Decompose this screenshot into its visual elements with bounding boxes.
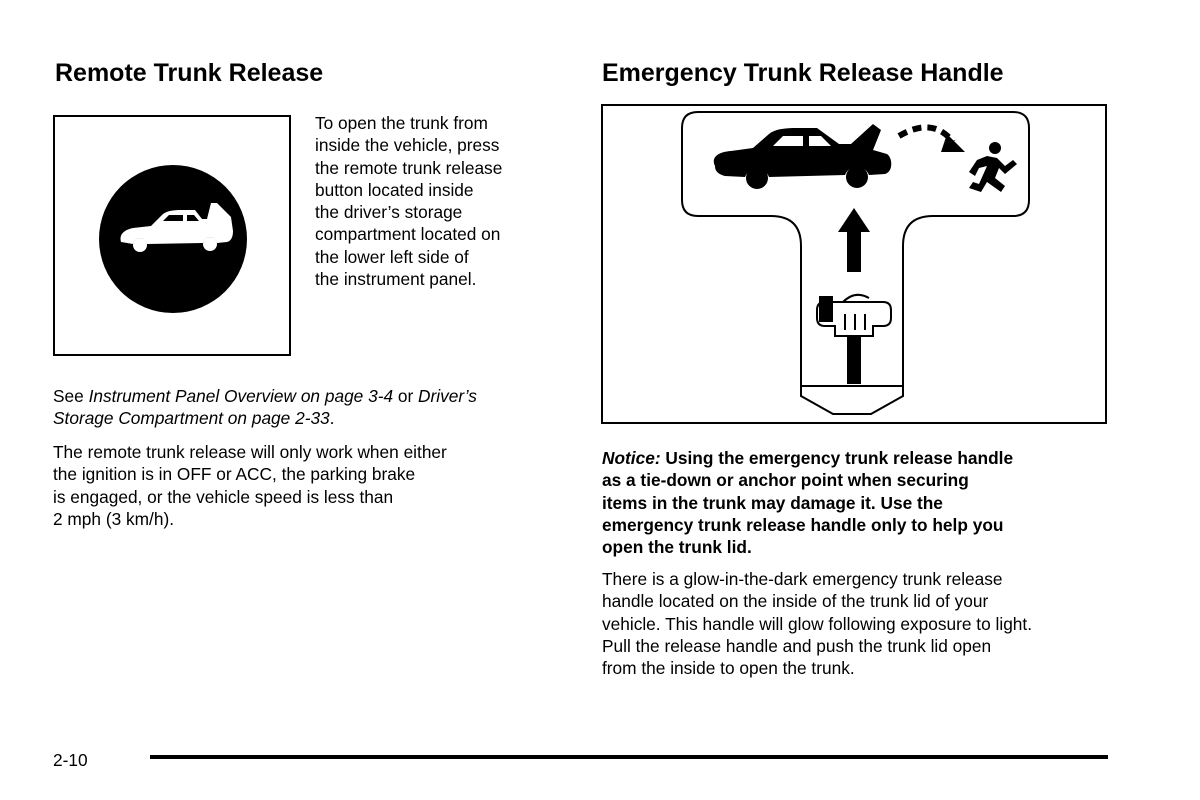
text-line: button located inside [315, 179, 474, 200]
emergency-handle-illustration [601, 104, 1107, 424]
text-line: as a tie-down or anchor point when securing [602, 470, 969, 491]
see-prefix: See [53, 386, 89, 406]
text-line: emergency trunk release handle only to help you [602, 514, 1004, 535]
text-line: vehicle. This handle will glow following exposure to light. [602, 613, 1033, 634]
text-line: the remote trunk release [315, 157, 503, 178]
text-line: from the inside to open the trunk. [602, 658, 855, 679]
text-line [53, 407, 477, 429]
notice-paragraph [602, 447, 1013, 558]
text-line: There is a glow-in-the-dark emergency trunk release [602, 569, 1003, 589]
footer-rule [150, 755, 1108, 759]
text-line: items in the trunk may damage it. Use the [602, 492, 943, 513]
text-line: the lower left side of [315, 246, 469, 267]
section-heading-emergency-trunk-release: Emergency Trunk Release Handle [602, 59, 1004, 87]
text-line: 2 mph (3 km/h). [53, 508, 175, 529]
glow-handle-paragraph [602, 568, 1032, 679]
text-line [53, 385, 477, 407]
cross-reference-link[interactable]: Storage Compartment on page 2-33 [53, 408, 330, 429]
text-line: Notice: Using the emergency trunk release handle [602, 448, 1014, 468]
text-line: The remote trunk release will only work when either [53, 442, 447, 462]
period: . [329, 408, 335, 429]
text-line: open the trunk lid. [602, 537, 752, 558]
cross-reference-link[interactable]: Instrument Panel Overview on page 3-4 [88, 386, 394, 406]
cross-reference-link[interactable]: Driver’s [418, 386, 477, 406]
remote-release-intro [315, 112, 502, 290]
text-line: Pull the release handle and push the trunk lid open [602, 635, 992, 656]
emergency-handle-icon [603, 106, 1105, 422]
page-number: 2-10 [53, 750, 88, 770]
text-line: is engaged, or the vehicle speed is less than [53, 486, 394, 507]
remote-trunk-release-symbol [53, 115, 291, 356]
release-conditions-paragraph [53, 441, 447, 530]
trunk-release-icon [55, 117, 289, 354]
text-line: inside the vehicle, press [315, 135, 500, 156]
text-line: the instrument panel. [315, 269, 477, 290]
text-line: the ignition is in OFF or ACC, the parking brake [53, 464, 416, 485]
text-line: handle located on the inside of the trunk lid of your [602, 591, 989, 612]
section-heading-remote-trunk-release: Remote Trunk Release [55, 59, 324, 87]
text-line: the driver’s storage [315, 202, 463, 223]
notice-label: Notice: [602, 448, 661, 468]
text-line: compartment located on [315, 224, 501, 245]
or-text: or [393, 386, 419, 406]
text-line: To open the trunk from [315, 113, 488, 133]
see-reference-paragraph [53, 385, 477, 430]
